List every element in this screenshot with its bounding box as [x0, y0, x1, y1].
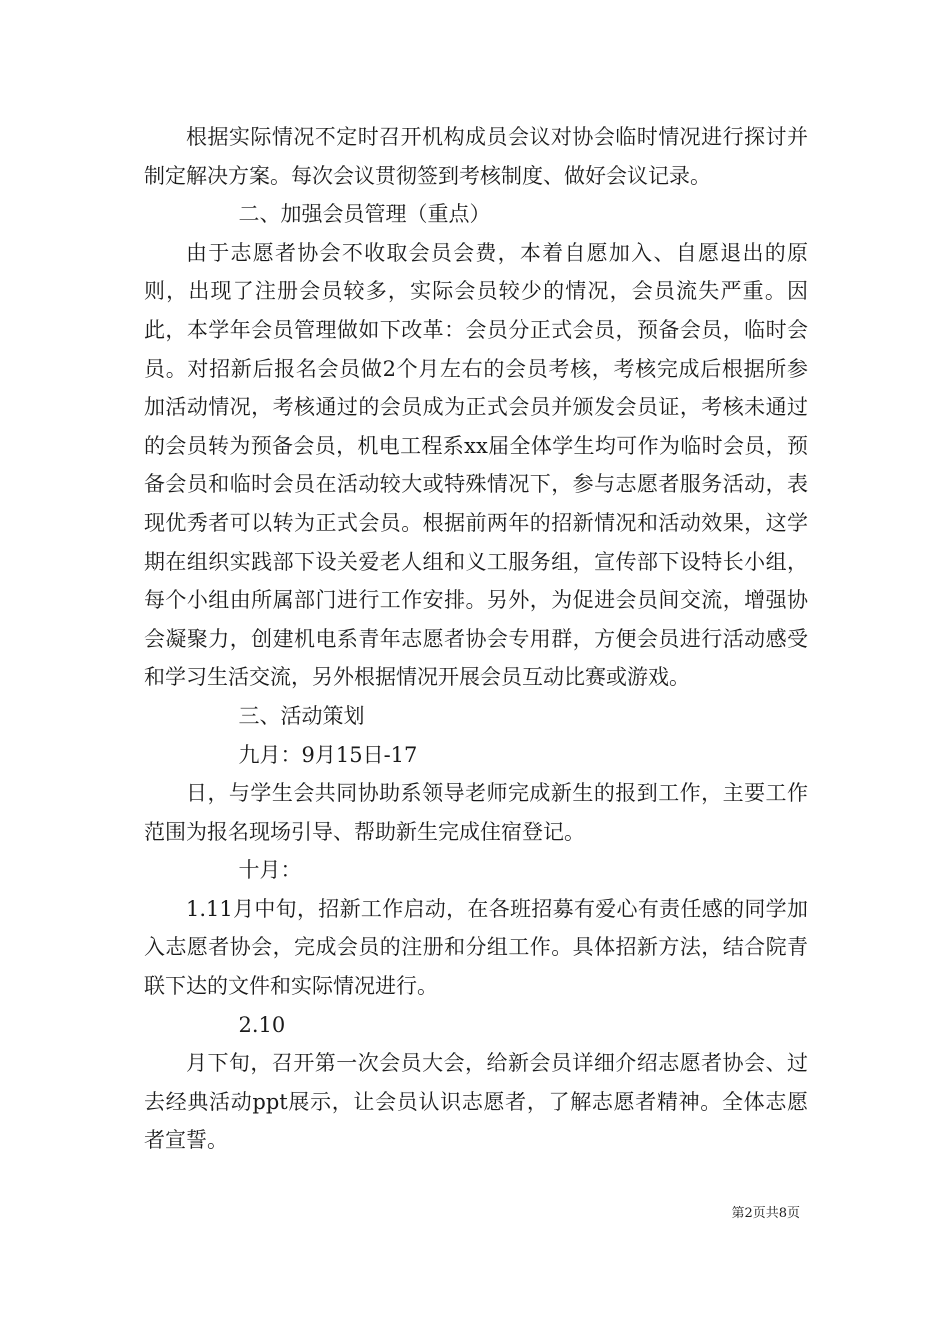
section-heading-member-management: 二、加强会员管理（重点）	[238, 202, 491, 227]
paragraph-october-recruitment: 1.11月中旬，招新工作启动，在各班招募有爱心有责任感的同学加入志愿者协会，完成会员的注册和分组工作。具体招新方法，结合院青联下达的文件和实际情况进行。	[144, 896, 808, 999]
paragraph-meeting: 根据实际情况不定时召开机构成员会议对协会临时情况进行探讨并制定解决方案。每次会议贯彻签到考核制度、做好会议记录。	[144, 125, 808, 188]
paragraph-september: 日，与学生会共同协助系领导老师完成新生的报到工作，主要工作范围为报名现场引导、帮助新生完成住宿登记。	[144, 781, 808, 844]
document-body	[144, 118, 808, 1160]
month-label-september: 九月：9月15日-17	[238, 742, 418, 767]
paragraph-member-management: 由于志愿者协会不收取会员会费，本着自愿加入、自愿退出的原则，出现了注册会员较多，实际会员较少的情况，会员流失严重。因此，本学年会员管理做如下改革：会员分正式会员，预备会员，临时会员。对招新后报名会员做2个月左右的会员考核，考核完成后根据所参加活动情况，考核通过的会员成为正式会员并颁发会员证，考核未通过的会员转为预备会员，机电工程系xx届全体学生均可作为临时会员，预备会员和临时会员在活动较大或特殊情况下，参与志愿者服务活动，表现优秀者可以转为正式会员。根据前两年的招新情况和活动效果，这学期在组织实践部下设关爱老人组和义工服务组，宣传部下设特长小组，每个小组由所属部门进行工作安排。另外，为促进会员间交流，增强协会凝聚力，创建机电系青年志愿者协会专用群，方便会员进行活动感受和学习生活交流，另外根据情况开展会员互动比赛或游戏。	[144, 240, 808, 690]
month-label-october: 十月：	[238, 858, 302, 883]
item-label-2-10: 2.10	[238, 1012, 286, 1037]
paragraph-first-meeting: 月下旬，召开第一次会员大会，给新会员详细介绍志愿者协会、过去经典活动ppt展示，让会员认识志愿者，了解志愿者精神。全体志愿者宣誓。	[144, 1051, 808, 1153]
section-heading-activity-planning: 三、活动策划	[238, 703, 365, 728]
page-number-footer: 第2页共8页	[731, 1206, 800, 1221]
